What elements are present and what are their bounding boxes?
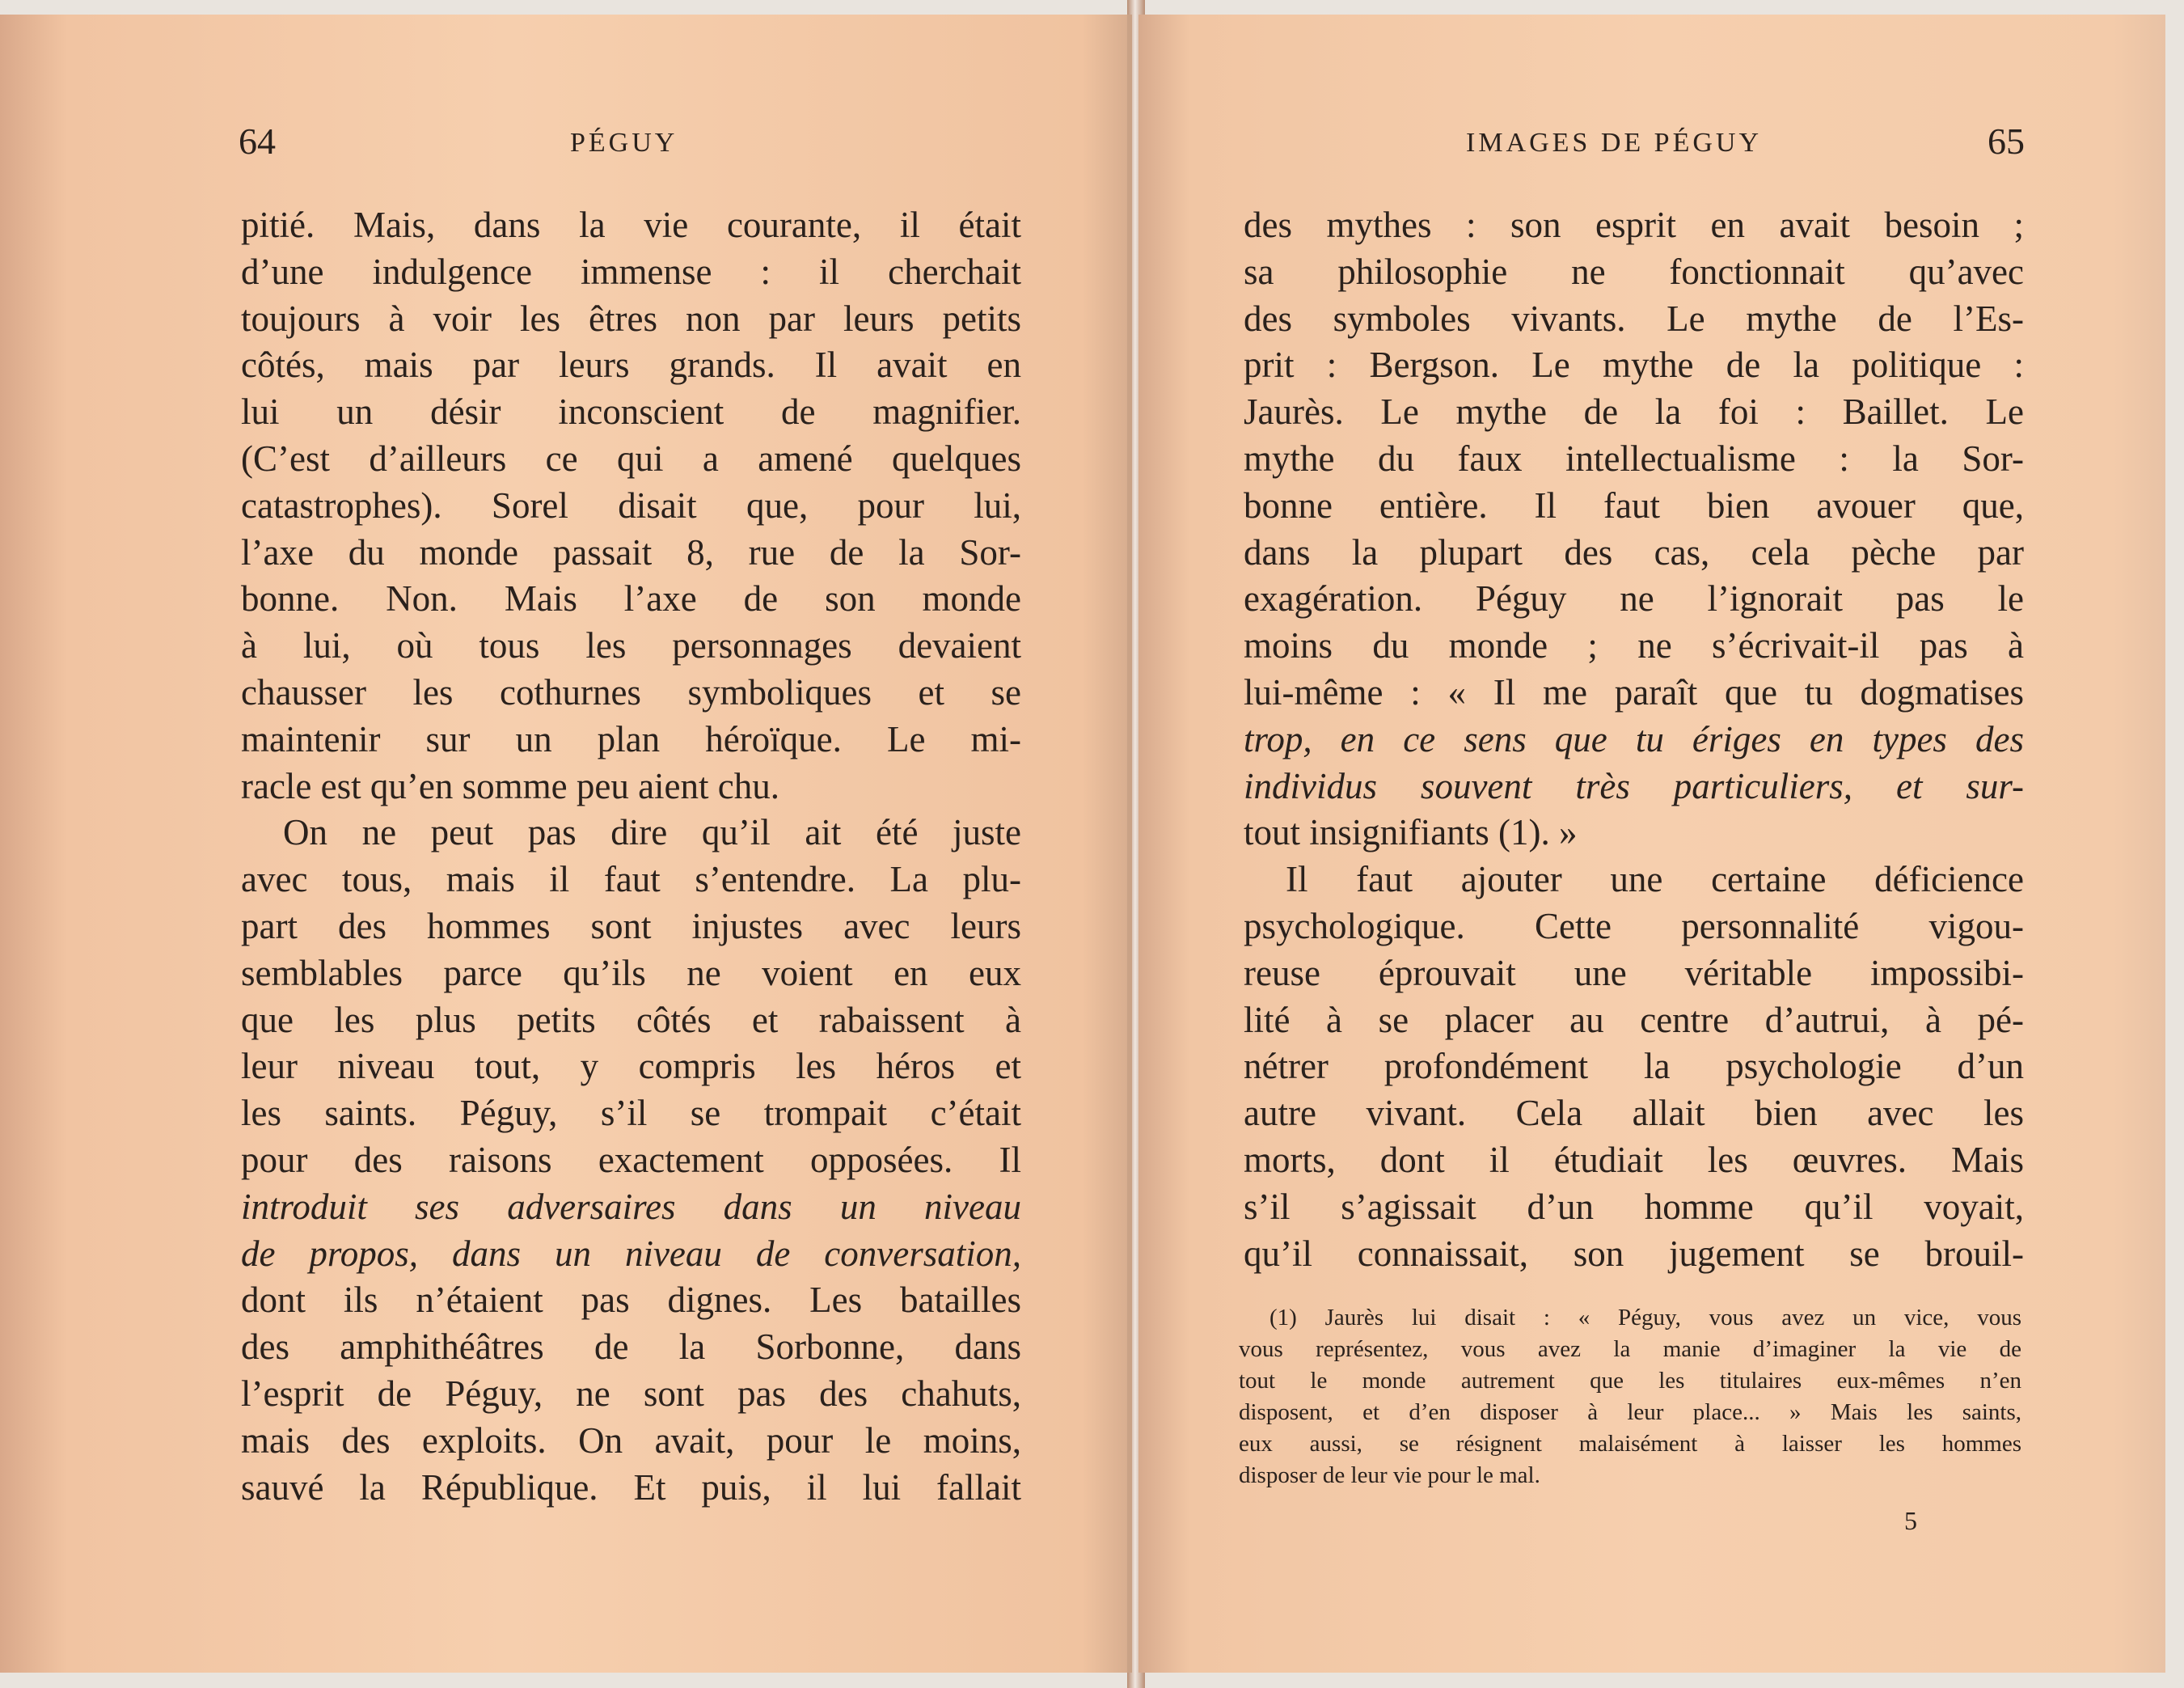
text-line: bonne. Non. Mais l’axe de son monde (241, 578, 1021, 620)
text-line: lité à se placer au centre d’autrui, à pé- (1244, 999, 2024, 1040)
footnote-line: vous représentez, vous avez la manie d’imaginer la vie de (1239, 1336, 2021, 1362)
text-line: tout insignifiants (1). » (1244, 812, 1578, 853)
footnote-line: tout le monde autrement que les titulaires eux-mêmes n’en (1239, 1368, 2021, 1394)
text-line: morts, dont il étudiait les œuvres. Mais (1244, 1139, 2024, 1180)
signature-mark: 5 (1904, 1506, 1917, 1535)
text-line: pitié. Mais, dans la vie courante, il était (241, 205, 1021, 245)
text-line: part des hommes sont injustes avec leurs (241, 905, 1021, 946)
body-text (241, 202, 1021, 1511)
text-line: lui un désir inconscient de magnifier. (241, 391, 1021, 433)
footnote-line: disposent, et d’en disposer à leur place... » Mais les saints, (1239, 1399, 2021, 1425)
text-line: chausser les cothurnes symboliques et se (241, 671, 1021, 713)
text-line: mythe du faux intellectualisme : la Sor- (1244, 438, 2024, 479)
text-line: qu’il connaissait, son jugement se brouil- (1244, 1233, 2024, 1274)
text-line: sa philosophie ne fonctionnait qu’avec (1244, 251, 2024, 292)
text-line: maintenir sur un plan héroïque. Le mi- (241, 718, 1021, 759)
footnote-line: disposer de leur vie pour le mal. (1239, 1462, 1540, 1488)
text-line: leur niveau tout, y compris les héros et (241, 1046, 1021, 1087)
text-line: individus souvent très particuliers, et sur- (1244, 765, 2024, 806)
text-line: dans la plupart des cas, cela pèche par (1244, 531, 2024, 573)
text-line: avec tous, mais il faut s’entendre. La plu- (241, 859, 1021, 900)
text-line: mais des exploits. On avait, pour le moins, (241, 1419, 1021, 1461)
left-page (0, 15, 1132, 1673)
text-line: des amphithéâtres de la Sorbonne, dans (241, 1326, 1021, 1368)
text-line: psychologique. Cette personnalité vigou- (1244, 905, 2024, 946)
text-line: côtés, mais par leurs grands. Il avait en (241, 345, 1021, 386)
text-line: racle est qu’en somme peu aient chu. (241, 765, 779, 806)
page-number: 64 (239, 121, 276, 162)
text-line: à lui, où tous les personnages devaient (241, 625, 1021, 666)
text-line: bonne entière. Il faut bien avouer que, (1244, 484, 2024, 526)
text-line: Il faut ajouter une certaine déficience (1286, 859, 2024, 900)
text-line: (C’est d’ailleurs ce qui a amené quelques (241, 438, 1021, 479)
text-line: semblables parce qu’ils ne voient en eux (241, 952, 1021, 993)
text-line: prit : Bergson. Le mythe de la politique : (1244, 345, 2024, 386)
text-line: reuse éprouvait une véritable impossibi- (1244, 952, 2024, 993)
text-line: pour des raisons exactement opposées. Il (241, 1139, 1021, 1180)
page-number: 65 (1988, 121, 2025, 162)
text-line: d’une indulgence immense : il cherchait (241, 251, 1021, 292)
text-line: exagération. Péguy ne l’ignorait pas le (1244, 578, 2024, 620)
text-line: catastrophes). Sorel disait que, pour lui, (241, 484, 1021, 526)
text-line: dont ils n’étaient pas dignes. Les batailles (241, 1280, 1021, 1321)
text-line: On ne peut pas dire qu’il ait été juste (283, 812, 1021, 853)
text-line: les saints. Péguy, s’il se trompait c’était (241, 1093, 1021, 1134)
text-line: toujours à voir les êtres non par leurs petits (241, 298, 1021, 339)
footnote-line: (1) Jaurès lui disait : « Péguy, vous avez un vice, vous (1269, 1305, 2021, 1331)
text-line: que les plus petits côtés et rabaissent à (241, 999, 1021, 1040)
text-line: des symboles vivants. Le mythe de l’Es- (1244, 298, 2024, 339)
text-line: nétrer profondément la psychologie d’un (1244, 1046, 2024, 1087)
body-text (1244, 202, 2024, 1277)
text-line: lui-même : « Il me paraît que tu dogmatises (1244, 671, 2024, 713)
text-line: Jaurès. Le mythe de la foi : Baillet. Le (1244, 391, 2024, 433)
text-line: l’esprit de Péguy, ne sont pas des chahuts, (241, 1373, 1021, 1414)
text-line: trop, en ce sens que tu ériges en types des (1244, 718, 2024, 759)
text-line: s’il s’agissait d’un homme qu’il voyait, (1244, 1186, 2024, 1227)
footnote (1239, 1302, 2021, 1491)
text-line: des mythes : son esprit en avait besoin ; (1244, 205, 2024, 245)
running-head: PÉGUY (570, 128, 678, 158)
text-line: sauvé la République. Et puis, il lui fallait (241, 1466, 1021, 1508)
text-line: moins du monde ; ne s’écrivait-il pas à (1244, 625, 2024, 666)
running-head: IMAGES DE PÉGUY (1466, 128, 1762, 158)
text-line: introduit ses adversaires dans un niveau (241, 1186, 1021, 1227)
footnote-line: eux aussi, se résignent malaisément à laisser les hommes (1239, 1431, 2021, 1457)
text-line: l’axe du monde passait 8, rue de la Sor- (241, 531, 1021, 573)
text-line: de propos, dans un niveau de conversation, (241, 1233, 1021, 1274)
text-line: autre vivant. Cela allait bien avec les (1244, 1093, 2024, 1134)
